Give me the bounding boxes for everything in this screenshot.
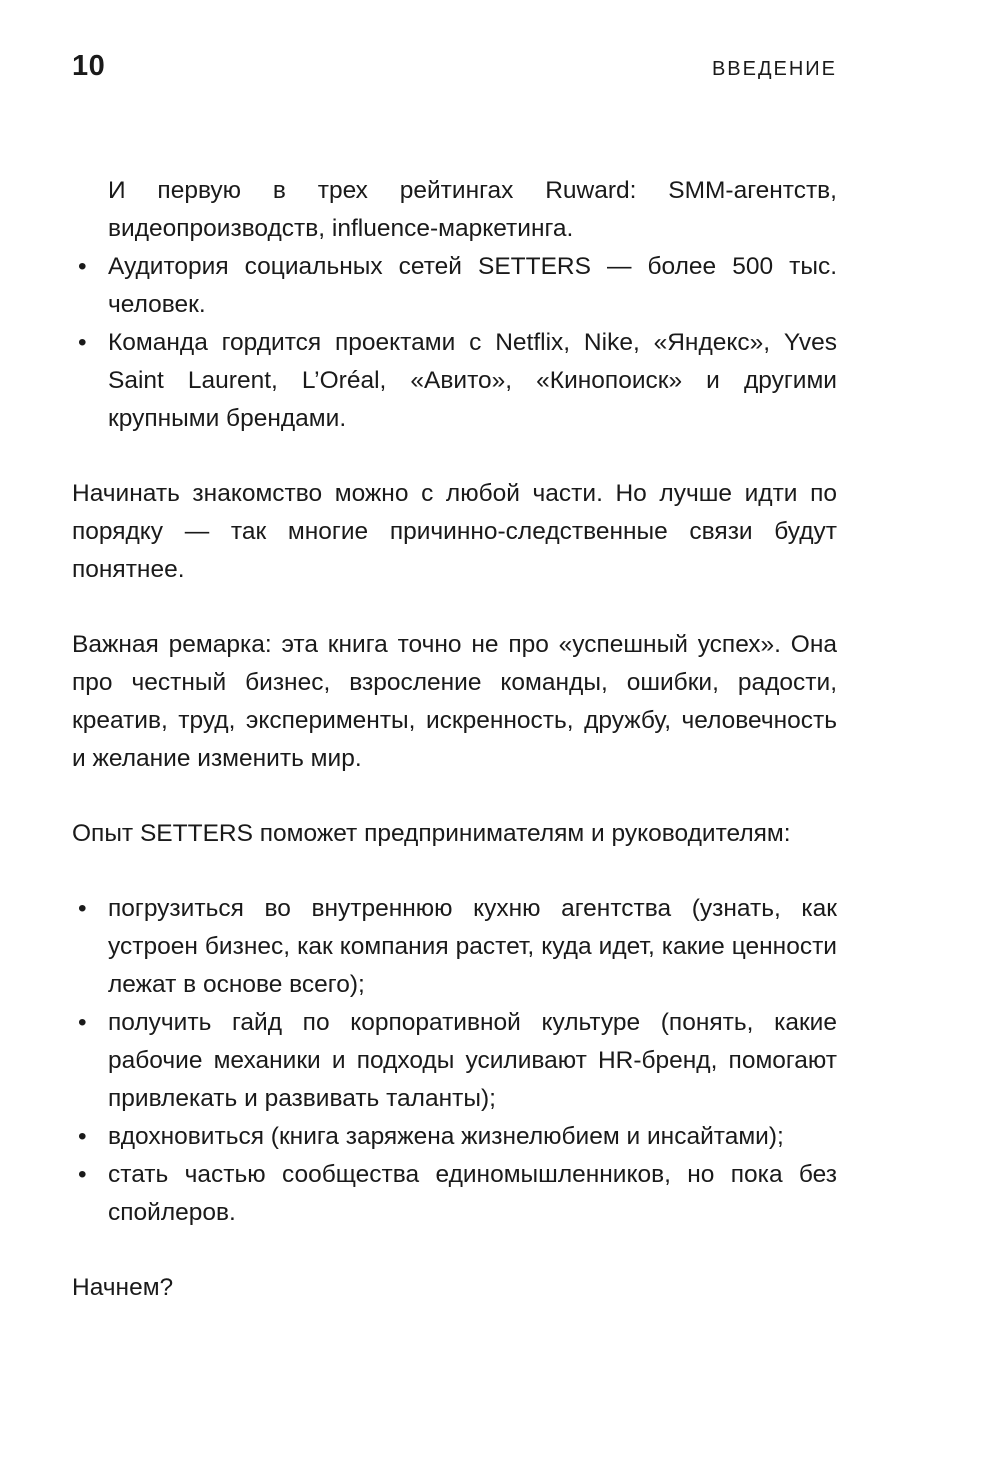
list-item-text: Команда гордится проектами с Netflix, Nike, «Яндекс», Yves Saint Laurent, L’Oréal, «Авито», «Кинопоиск» и другими крупными брендами.: [108, 329, 837, 432]
list-item-continued: [72, 172, 837, 248]
list-item-text: вдохновиться (книга заряжена жизнелюбием и инсайтами);: [108, 1123, 784, 1150]
benefits-bullet-list: [72, 890, 837, 1232]
top-bullet-list: [72, 172, 837, 438]
bullet-icon: •: [78, 1161, 87, 1188]
page-number: 10: [72, 50, 106, 82]
page-body: [72, 172, 837, 1307]
paragraph-remark: Важная ремарка: эта книга точно не про «успешный успех». Она про честный бизнес, взросление команды, ошибки, радости, креатив, труд, эксперименты, искренность, дружбу, человечность и желание изменить мир.: [72, 631, 837, 772]
closing-line: Начнем?: [72, 1274, 174, 1301]
list-item: [72, 324, 837, 438]
list-item: [72, 248, 837, 324]
paragraph-reading-order: Начинать знакомство можно с любой части. Но лучше идти по порядку — так многие причинно-следственные связи будут понятнее.: [72, 480, 837, 583]
list-item: [72, 890, 837, 1004]
bullet-icon: •: [78, 1009, 87, 1036]
bullet-icon: •: [78, 329, 87, 356]
list-item: [72, 1004, 837, 1118]
running-head: ВВЕДЕНИЕ: [711, 58, 837, 80]
list-item-text: стать частью сообщества единомышленников, но пока без спойлеров.: [108, 1161, 837, 1226]
list-item-text: получить гайд по корпоративной культуре (понять, какие рабочие механики и подходы усиливают HR-бренд, помогают привлекать и развивать таланты);: [108, 1009, 837, 1112]
paragraph-benefits-intro: Опыт SETTERS поможет предпринимателям и руководителям:: [72, 820, 791, 847]
list-item-text: Аудитория социальных сетей SETTERS — более 500 тыс. человек.: [108, 253, 837, 318]
list-item-text: погрузиться во внутреннюю кухню агентства (узнать, как устроен бизнес, как компания растет, куда идет, какие ценности лежат в основе всего);: [108, 895, 837, 998]
list-item: [72, 1118, 837, 1156]
list-item: [72, 1156, 837, 1232]
list-item-text: И первую в трех рейтингах Ruward: SMM-агентств, видеопроизводств, influence-маркетинга.: [108, 177, 837, 242]
bullet-icon: •: [78, 895, 87, 922]
bullet-icon: •: [78, 1123, 87, 1150]
bullet-icon: •: [78, 253, 87, 280]
